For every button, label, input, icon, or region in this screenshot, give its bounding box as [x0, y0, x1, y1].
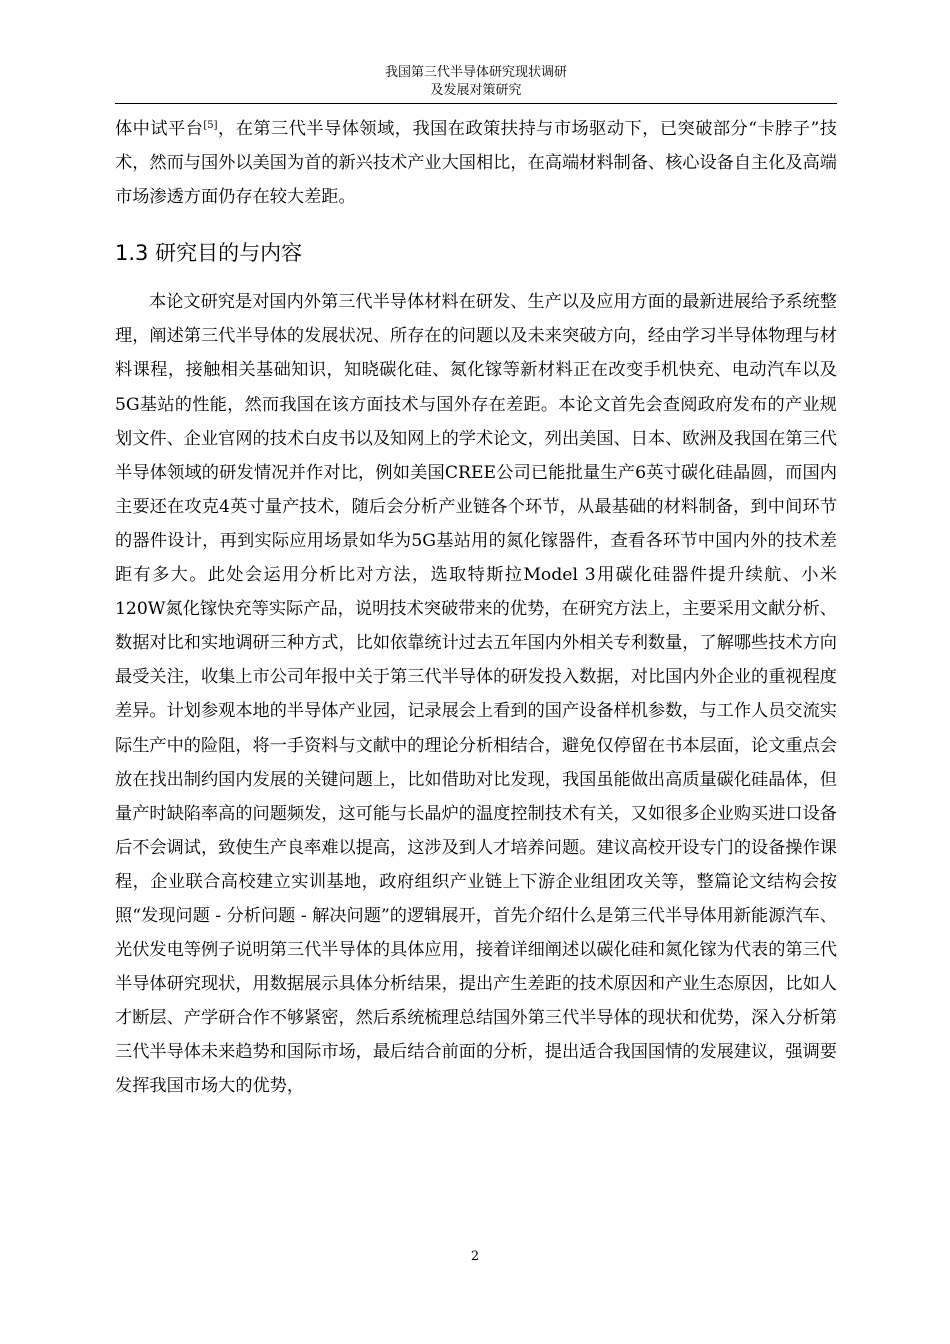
- citation-ref[interactable]: [5]: [203, 120, 218, 131]
- header-title-line-1: 我国第三代半导体研究现状调研: [384, 65, 567, 80]
- page-number: 2: [470, 1249, 480, 1264]
- page-content: [115, 112, 837, 1104]
- section-heading: 1.3 研究目的与内容: [115, 241, 303, 266]
- header-rule: [115, 103, 837, 104]
- intro-paragraph: [115, 112, 837, 214]
- intro-text-after-ref: ，在第三代半导体领域，我国在政策扶持与市场驱动下，已突破部分“卡脖子”技术，然而与国外以美国为首的新兴技术产业大国相比，在高端材料制备、核心设备自主化及高端市场渗透方面仍存在较大差距。: [115, 119, 837, 208]
- header-title-line-2: 及发展对策研究: [430, 83, 522, 98]
- running-header: [115, 64, 837, 100]
- body-paragraph: 本论文研究是对国内外第三代半导体材料在研发、生产以及应用方面的最新进展给予系统整理，阐述第三代半导体的发展状况、所存在的问题以及未来突破方向，经由学习半导体物理与材料课程，接触相关基础知识，知晓碳化硅、氮化镓等新材料正在改变手机快充、电动汽车以及5G基站的性能，然而我国在该方面技术与国外存在差距。本论文首先会查阅政府发布的产业规划文件、企业官网的技术白皮书以及知网上的学术论文，列出美国、日本、欧洲及我国在第三代半导体领域的研发情况并作对比，例如美国CREE公司已能批量生产6英寸碳化硅晶圆，而国内主要还在攻克4英寸量产技术，随后会分析产业链各个环节，从最基础的材料制备，到中间环节的器件设计，再到实际应用场景如华为5G基站用的氮化镓器件，查看各环节中国内外的技术差距有多大。此处会运用分析比对方法，选取特斯拉Model 3用碳化硅器件提升续航、小米120W氮化镓快充等实际产品，说明技术突破带来的优势，在研究方法上，主要采用文献分析、数据对比和实地调研三种方式，比如依靠统计过去五年国内外相关专利数量，了解哪些技术方向最受关注，收集上市公司年报中关于第三代半导体的研发投入数据，对比国内外企业的重视程度差异。计划参观本地的半导体产业园，记录展会上看到的国产设备样机参数，与工作人员交流实际生产中的险阻，将一手资料与文献中的理论分析相结合，避免仅停留在书本层面，论文重点会放在找出制约国内发展的关键问题上，比如借助对比发现，我国虽能做出高质量碳化硅晶体，但量产时缺陷率高的问题频发，这可能与长晶炉的温度控制技术有关，又如很多企业购买进口设备后不会调试，致使生产良率难以提高，这涉及到人才培养问题。建议高校开设专门的设备操作课程，企业联合高校建立实训基地，政府组织产业链上下游企业组团攻关等，整篇论文结构会按照“发现问题 - 分析问题 - 解决问题”的逻辑展开，首先介绍什么是第三代半导体用新能源汽车、光伏发电等例子说明第三代半导体的具体应用，接着详细阐述以碳化硅和氮化镓为代表的第三代半导体研究现状，用数据展示具体分析结果，提出产生差距的技术原因和产业生态原因，比如人才断层、产学研合作不够紧密，然后系统梳理总结国外第三代半导体的现状和优势，深入分析第三代半导体未来趋势和国际市场，最后结合前面的分析，提出适合我国国情的发展建议，强调要发挥我国市场大的优势，: [115, 292, 837, 1097]
- intro-text-before-ref: 体中试平台: [115, 119, 204, 139]
